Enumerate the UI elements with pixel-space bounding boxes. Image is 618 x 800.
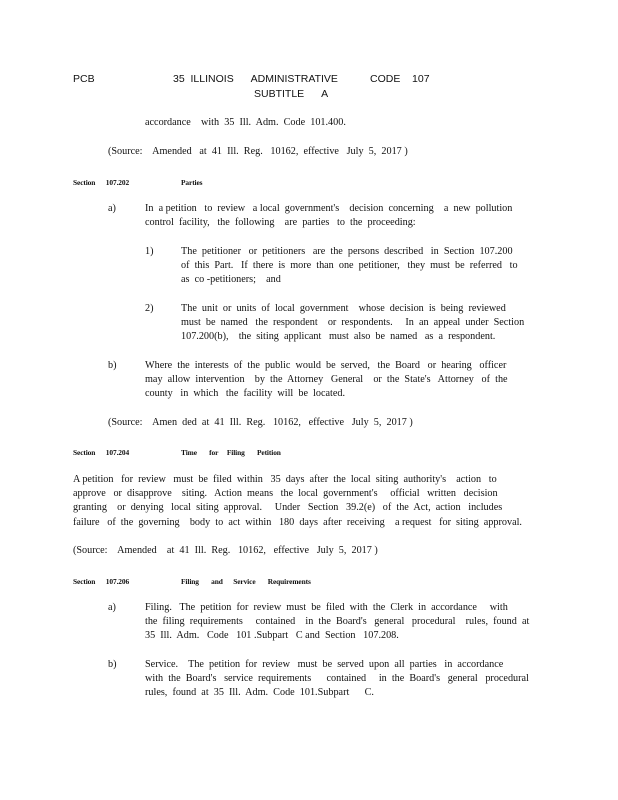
item-marker-a: a) bbox=[108, 203, 116, 214]
item-a-text bbox=[145, 202, 512, 230]
header-title: 35 ILLINOIS ADMINISTRATIVE CODE 107 bbox=[173, 73, 430, 85]
header-left: PCB bbox=[73, 73, 95, 85]
section-number-204: Section 107.204 bbox=[73, 448, 130, 457]
header-subtitle: SUBTITLE A bbox=[254, 88, 329, 100]
text-line: granting or denying local siting approval. Under Section 39.2(e) of the Act, action includes bbox=[73, 502, 503, 514]
continuation-text: accordance with 35 Ill. Adm. Code 101.400. bbox=[145, 117, 346, 128]
section-number-206: Section 107.206 bbox=[73, 577, 130, 586]
item-b-206-text bbox=[145, 658, 529, 701]
text-line: Service. The petition for review must be served upon all parties in accordance bbox=[145, 659, 504, 670]
text-line: Where the interests of the public would be served, the Board or hearing officer bbox=[145, 360, 507, 371]
item-a-206-text bbox=[145, 601, 529, 644]
section-title-206: Filing and Service Requirements bbox=[181, 577, 311, 586]
text-line: may allow intervention by the Attorney General or the State's Attorney of the bbox=[145, 374, 508, 386]
source-note-1: (Source: Amended at 41 Ill. Reg. 10162, effective July 5, 2017 ) bbox=[108, 146, 408, 157]
item-marker-b-206: b) bbox=[108, 659, 117, 670]
text-line: must be named the respondent or respondents. In an appeal under Section bbox=[181, 317, 525, 329]
section-204-paragraph bbox=[73, 473, 522, 530]
subitem-marker-2: 2) bbox=[145, 303, 154, 314]
subitem-1-text bbox=[181, 245, 518, 288]
subitem-2-text bbox=[181, 302, 524, 345]
source-note-2: (Source: Amen ded at 41 Ill. Reg. 10162, effective July 5, 2017 ) bbox=[108, 417, 413, 428]
subitem-marker-1: 1) bbox=[145, 246, 154, 257]
text-line: The petitioner or petitioners are the persons described in Section 107.200 bbox=[181, 246, 513, 257]
text-line: The unit or units of local government whose decision is being reviewed bbox=[181, 303, 506, 314]
text-line: as co -petitioners; and bbox=[181, 274, 281, 286]
item-marker-a-206: a) bbox=[108, 602, 116, 613]
section-title-202: Parties bbox=[181, 178, 203, 187]
text-line: Filing. The petition for review must be filed with the Clerk in accordance with bbox=[145, 602, 508, 613]
text-line: of this Part. If there is more than one petitioner, they must be referred to bbox=[181, 260, 518, 272]
item-b-text bbox=[145, 359, 508, 402]
text-line: control facility, the following are parties to the proceeding: bbox=[145, 217, 416, 229]
section-title-204: Time for Filing Petition bbox=[181, 448, 281, 457]
text-line: with the Board's service requirements contained in the Board's general procedural bbox=[145, 673, 529, 685]
text-line: In a petition to review a local government's decision concerning a new pollution bbox=[145, 203, 513, 214]
text-line: 107.200(b), the siting applicant must also be named as a respondent. bbox=[181, 331, 496, 343]
section-number-202: Section 107.202 bbox=[73, 178, 130, 187]
text-line: approve or disapprove siting. Action means the local government's official written decision bbox=[73, 488, 498, 500]
text-line: failure of the governing body to act within 180 days after receiving a request for siting approval. bbox=[73, 516, 522, 528]
text-line: county in which the facility will be located. bbox=[145, 388, 346, 400]
text-line: rules, found at 35 Ill. Adm. Code 101.Subpart C. bbox=[145, 687, 374, 699]
text-line: 35 Ill. Adm. Code 101 .Subpart C and Section 107.208. bbox=[145, 630, 399, 642]
source-note-3: (Source: Amended at 41 Ill. Reg. 10162, effective July 5, 2017 ) bbox=[73, 545, 378, 556]
text-line: A petition for review must be filed within 35 days after the local siting authority's action to bbox=[73, 474, 497, 485]
item-marker-b: b) bbox=[108, 360, 117, 371]
text-line: the filing requirements contained in the Board's general procedural rules, found at bbox=[145, 616, 530, 628]
